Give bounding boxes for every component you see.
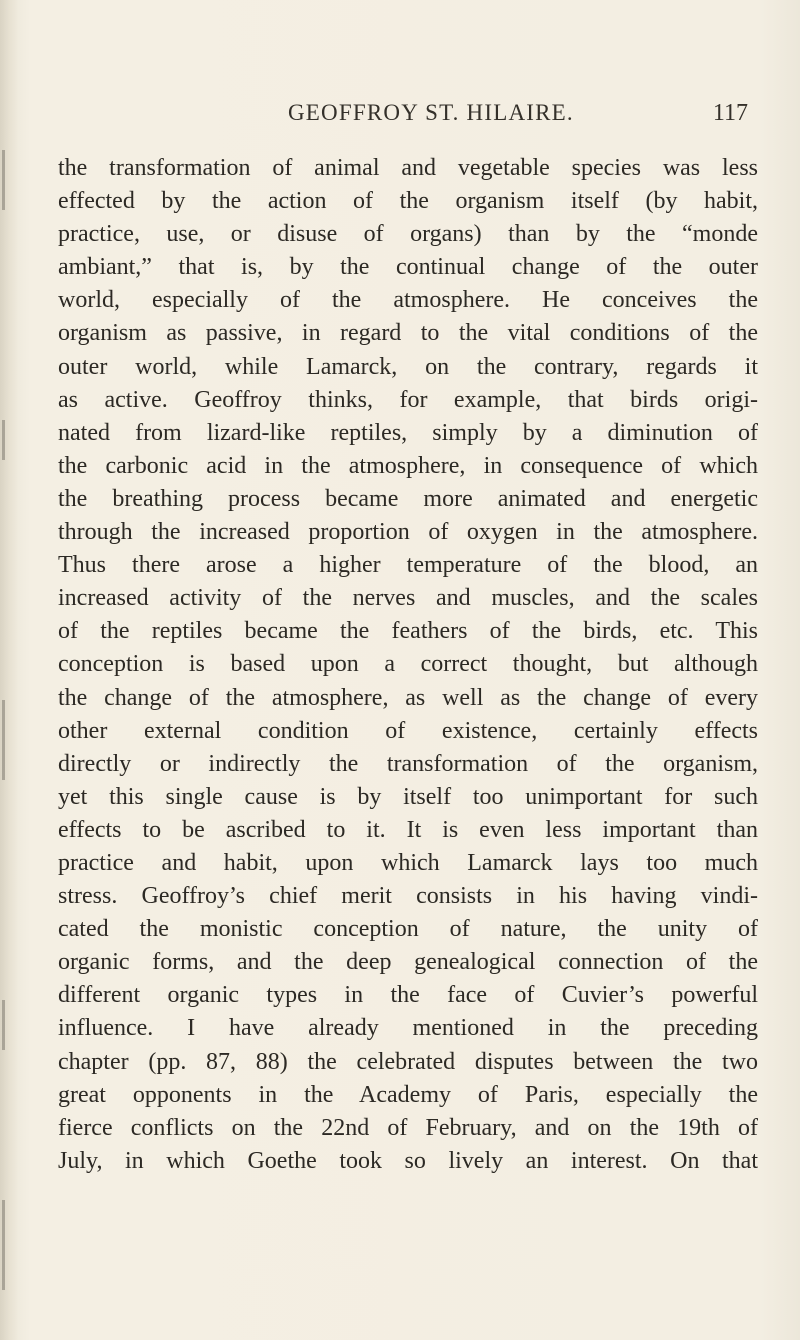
gutter-shadow-mark [2, 150, 5, 210]
text-line: of the reptiles became the feathers of the birds, etc. This [58, 618, 758, 645]
text-line: the carbonic acid in the atmosphere, in consequence of which [58, 452, 758, 479]
text-line: increased activity of the nerves and muscles, and the scales [58, 585, 758, 612]
text-line: Thus there arose a higher temperature of the blood, an [58, 552, 758, 579]
text-line: practice, use, or disuse of organs) than by the “monde [58, 221, 758, 248]
text-line: chapter (pp. 87, 88) the celebrated disputes between the two [58, 1048, 758, 1075]
text-line: different organic types in the face of Cuvier’s powerful [58, 982, 758, 1009]
gutter-shadow-mark [2, 700, 5, 780]
text-line: yet this single cause is by itself too unimportant for such [58, 783, 758, 810]
text-line: cated the monistic conception of nature, the unity of [58, 916, 758, 943]
text-line: conception is based upon a correct thought, but although [58, 651, 758, 678]
gutter-shadow-mark [2, 1200, 5, 1290]
text-line: organism as passive, in regard to the vital conditions of the [58, 320, 758, 347]
gutter-shadow-mark [2, 420, 5, 460]
running-head: GEOFFROY ST. HILAIRE. [288, 100, 574, 125]
text-line: other external condition of existence, certainly effects [58, 717, 758, 744]
text-line: organic forms, and the deep genealogical connection of the [58, 949, 758, 976]
text-line: nated from lizard-like reptiles, simply by a diminution of [58, 419, 758, 446]
page-header [58, 100, 758, 136]
gutter-shadow-mark [2, 1000, 5, 1050]
text-line: effects to be ascribed to it. It is even less important than [58, 816, 758, 843]
text-line: as active. Geoffroy thinks, for example, that birds origi- [58, 386, 758, 413]
page-number: 117 [712, 100, 748, 126]
text-line: great opponents in the Academy of Paris, especially the [58, 1081, 758, 1108]
text-line: outer world, while Lamarck, on the contrary, regards it [58, 353, 758, 380]
text-line: fierce conflicts on the 22nd of February, and on the 19th of [58, 1114, 758, 1141]
text-line: ambiant,” that is, by the continual change of the outer [58, 254, 758, 281]
text-line: through the increased proportion of oxygen in the atmosphere. [58, 519, 758, 546]
text-line: effected by the action of the organism itself (by habit, [58, 188, 758, 215]
text-line: world, especially of the atmosphere. He conceives the [58, 287, 758, 314]
body-text [58, 152, 758, 1178]
text-line: the breathing process became more animated and energetic [58, 485, 758, 512]
page-gutter [0, 0, 18, 1340]
text-line: July, in which Goethe took so lively an interest. On that [58, 1147, 758, 1174]
text-line: practice and habit, upon which Lamarck lays too much [58, 849, 758, 876]
text-line: stress. Geoffroy’s chief merit consists in his having vindi- [58, 883, 758, 910]
text-line: the change of the atmosphere, as well as the change of every [58, 684, 758, 711]
text-line: influence. I have already mentioned in the preceding [58, 1015, 758, 1042]
text-line: directly or indirectly the transformation of the organism, [58, 750, 758, 777]
text-line: the transformation of animal and vegetable species was less [58, 155, 758, 181]
